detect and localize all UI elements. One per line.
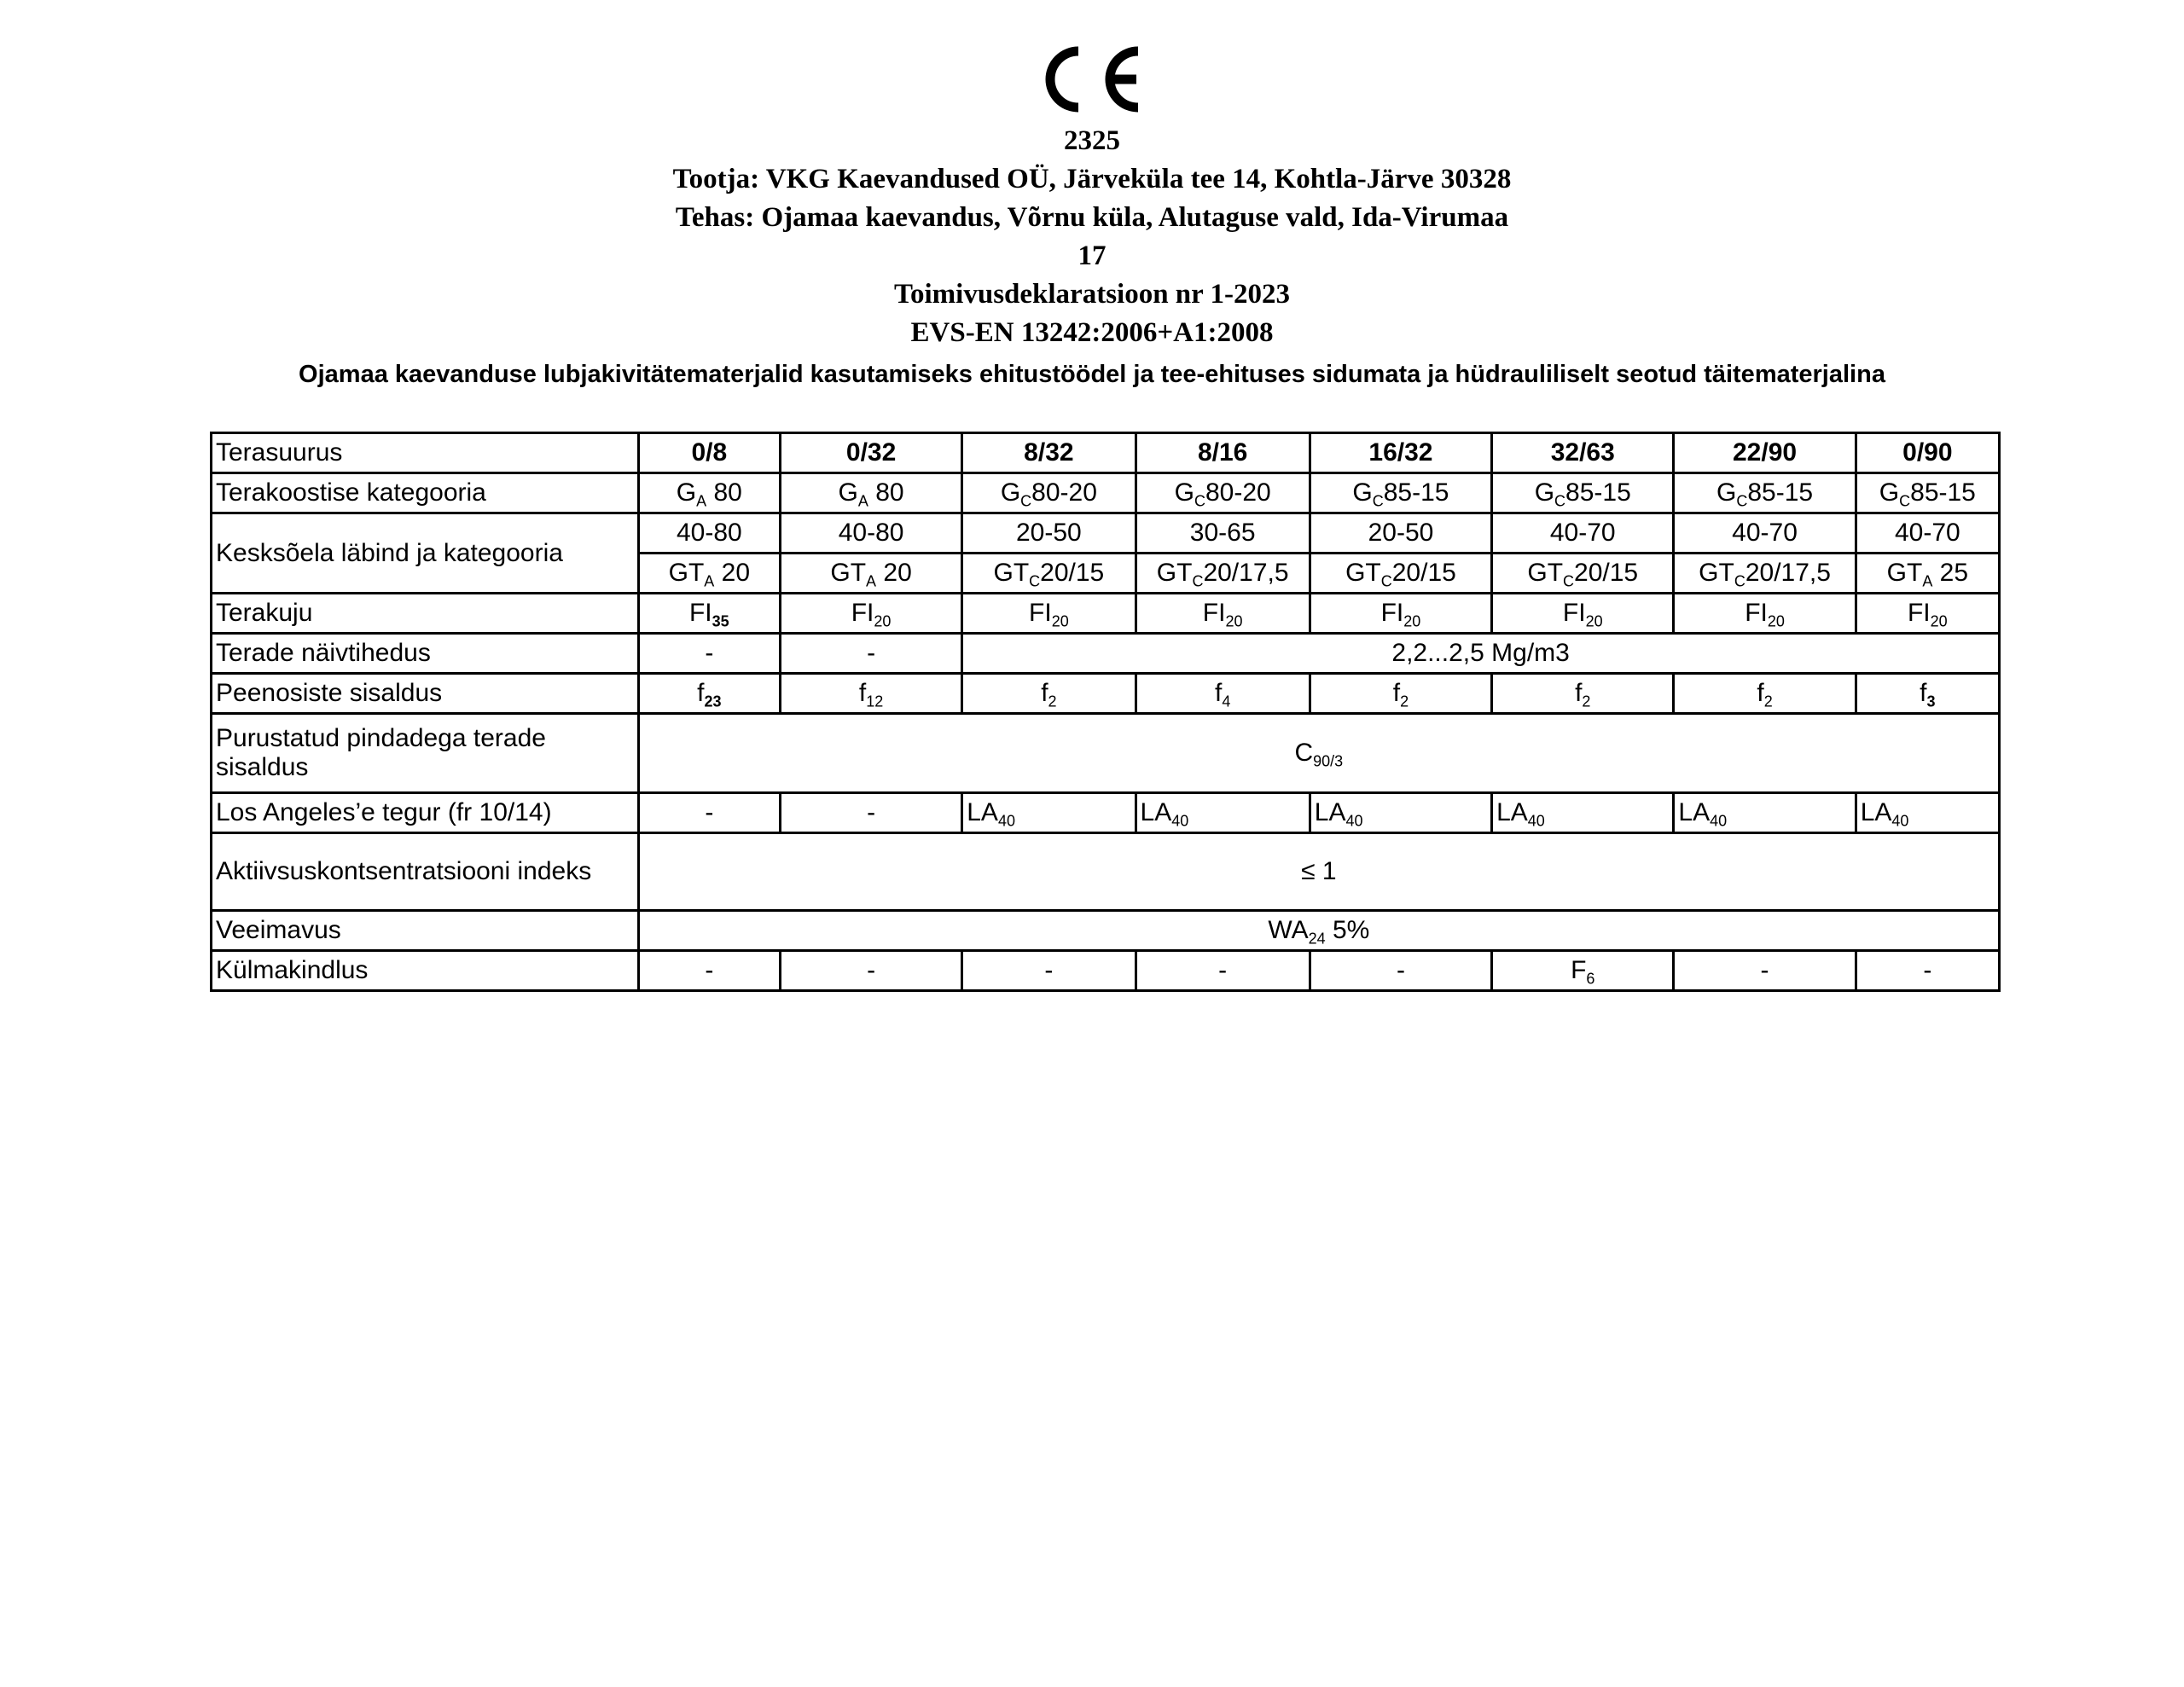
value-subscript: 20	[1930, 612, 1948, 630]
document-title: Ojamaa kaevanduse lubjakivitätematerjalid kasutamiseks ehitustöödel ja tee-ehituses sidumata ja hüdrauliliselt seotud täitematerjalina	[299, 361, 1885, 388]
table-cell	[1136, 594, 1310, 634]
table-cell	[1492, 674, 1674, 714]
value-subscript: 40	[1171, 812, 1189, 830]
value-subscript: A	[857, 492, 868, 510]
value-suffix: 20	[714, 559, 751, 587]
value-base: GT	[1527, 559, 1564, 587]
value-subscript: C	[1734, 572, 1745, 590]
table-cell	[1310, 473, 1491, 513]
table-cell: 0/32	[780, 433, 961, 473]
value-base: FI	[688, 599, 712, 627]
table-cell: -	[962, 951, 1136, 991]
table-row-water	[212, 911, 2000, 951]
table-cell	[1674, 554, 1856, 594]
table-cell: 0/8	[638, 433, 780, 473]
value-base: LA	[1860, 798, 1892, 826]
value-suffix: 85-15	[1910, 478, 1976, 507]
value-subscript: 20	[1225, 612, 1243, 630]
value-base: GT	[1156, 559, 1193, 587]
table-cell: -	[638, 793, 780, 833]
value-suffix: 20/17,5	[1203, 559, 1289, 587]
table-cell	[962, 594, 1136, 634]
value-subscript: A	[1922, 572, 1933, 590]
value-subscript: 23	[704, 693, 722, 710]
row-label: Terakoostise kategooria	[212, 473, 639, 513]
standard-line: EVS-EN 13242:2006+A1:2008	[910, 317, 1274, 348]
value-subscript: 20	[1585, 612, 1603, 630]
value-base: f	[1920, 679, 1927, 707]
table-cell: 8/32	[962, 433, 1136, 473]
table-row-passing-range	[212, 513, 2000, 554]
table-cell	[962, 674, 1136, 714]
value-suffix: 80	[706, 478, 742, 507]
table-cell: 40-70	[1856, 513, 1999, 554]
value-subscript: A	[866, 572, 877, 590]
value-subscript: 2	[1763, 693, 1773, 710]
value-base: G	[1000, 478, 1021, 507]
table-cell: -	[1310, 951, 1491, 991]
value-subscript: 40	[1710, 812, 1728, 830]
table-cell	[1136, 473, 1310, 513]
value-base: LA	[1314, 798, 1346, 826]
row-label-line: sisaldus	[216, 753, 309, 781]
value-subscript: C	[1192, 572, 1204, 590]
value-base: f	[1575, 679, 1583, 707]
value-subscript: 6	[1586, 970, 1595, 988]
row-label: Terasuurus	[212, 433, 639, 473]
value-subscript: 20	[874, 612, 892, 630]
table-cell	[1492, 793, 1674, 833]
value-base: WA	[1268, 916, 1309, 944]
table-cell: 40-80	[780, 513, 961, 554]
value-subscript: 4	[1222, 693, 1231, 710]
value-base: G	[1534, 478, 1555, 507]
table-cell	[1492, 951, 1674, 991]
value-subscript: C	[1372, 492, 1384, 510]
declaration-line: Toimivusdeklaratsioon nr 1-2023	[894, 279, 1290, 310]
value-subscript: 20	[1051, 612, 1069, 630]
manufacturer-line: Tootja: VKG Kaevandused OÜ, Järveküla tee 14, Kohtla-Järve 30328	[672, 164, 1512, 194]
value-subscript: A	[704, 572, 715, 590]
value-suffix: 85-15	[1565, 478, 1631, 507]
value-subscript: C	[1899, 492, 1911, 510]
value-subscript: 40	[1891, 812, 1909, 830]
table-cell	[1492, 554, 1674, 594]
value-subscript: C	[1029, 572, 1041, 590]
value-subscript: 40	[997, 812, 1015, 830]
table-cell	[1856, 594, 1999, 634]
table-cell	[1136, 793, 1310, 833]
table-cell: 22/90	[1674, 433, 1856, 473]
value-subscript: C	[1554, 492, 1566, 510]
value-suffix: 80	[868, 478, 904, 507]
value-subscript: 12	[866, 693, 884, 710]
table-row-activity	[212, 833, 2000, 911]
value-suffix: 85-15	[1383, 478, 1449, 507]
properties-table	[210, 432, 2001, 992]
table-cell-merged: ≤ 1	[638, 833, 1999, 911]
table-cell	[1310, 594, 1491, 634]
ce-mark-logo	[1032, 43, 1147, 116]
table-cell: 40-70	[1492, 513, 1674, 554]
value-base: f	[1392, 679, 1401, 707]
value-subscript: C	[1563, 572, 1575, 590]
table-row-frost	[212, 951, 2000, 991]
table-cell: -	[1674, 951, 1856, 991]
year-line: 17	[1077, 241, 1107, 271]
table-cell: -	[638, 951, 780, 991]
value-base: G	[1716, 478, 1737, 507]
value-subscript: 90/3	[1313, 752, 1344, 770]
table-cell	[638, 594, 780, 634]
value-suffix: 80-20	[1031, 478, 1097, 507]
value-base: F	[1571, 956, 1587, 984]
row-label-line: Purustatud pindadega terade	[216, 724, 546, 752]
plant-line: Tehas: Ojamaa kaevandus, Võrnu küla, Alutaguse vald, Ida-Virumaa	[675, 202, 1509, 233]
row-label: Terakuju	[212, 594, 639, 634]
value-base: G	[838, 478, 858, 507]
value-base: GT	[1699, 559, 1734, 587]
value-suffix: 20/15	[1391, 559, 1456, 587]
table-row-grading	[212, 473, 2000, 513]
value-base: LA	[1140, 798, 1172, 826]
value-base: LA	[967, 798, 998, 826]
table-cell	[638, 674, 780, 714]
value-base: FI	[1562, 599, 1586, 627]
table-cell-merged: 2,2...2,5 Mg/m3	[962, 634, 2000, 674]
table-row-size	[212, 433, 2000, 473]
table-cell	[1310, 554, 1491, 594]
table-cell	[638, 473, 780, 513]
table-cell	[780, 473, 961, 513]
table-cell: 0/90	[1856, 433, 1999, 473]
table-cell: 16/32	[1310, 433, 1491, 473]
value-base: f	[697, 679, 705, 707]
value-subscript: 35	[712, 612, 729, 630]
value-subscript: C	[1736, 492, 1748, 510]
table-cell	[1492, 473, 1674, 513]
table-cell	[1136, 674, 1310, 714]
row-label: Peenosiste sisaldus	[212, 674, 639, 714]
value-subscript: A	[696, 492, 707, 510]
table-cell: 40-80	[638, 513, 780, 554]
row-label: Kesksõela läbind ja kategooria	[212, 513, 639, 594]
table-cell: -	[780, 951, 961, 991]
table-cell: 8/16	[1136, 433, 1310, 473]
table-cell: 32/63	[1492, 433, 1674, 473]
value-subscript: 24	[1308, 930, 1326, 948]
value-subscript: 40	[1527, 812, 1545, 830]
value-base: LA	[1678, 798, 1711, 826]
value-base: GT	[993, 559, 1030, 587]
table-row-crushed	[212, 714, 2000, 793]
table-cell	[1136, 554, 1310, 594]
value-suffix: 85-15	[1747, 478, 1814, 507]
value-base: f	[1757, 679, 1764, 707]
row-label: Külmakindlus	[212, 951, 639, 991]
value-suffix: 25	[1932, 559, 1969, 587]
table-row-los-angeles	[212, 793, 2000, 833]
value-base: FI	[1745, 599, 1768, 627]
table-cell	[1856, 473, 1999, 513]
value-subscript: 2	[1400, 693, 1409, 710]
table-cell	[1856, 793, 1999, 833]
table-cell: -	[1136, 951, 1310, 991]
table-cell	[1674, 594, 1856, 634]
table-row-fines	[212, 674, 2000, 714]
table-cell: -	[780, 793, 961, 833]
value-base: GT	[1886, 559, 1923, 587]
row-label	[212, 714, 639, 793]
value-suffix: 20/17,5	[1745, 559, 1831, 587]
value-base: FI	[851, 599, 874, 627]
value-base: f	[1041, 679, 1048, 707]
table-cell	[780, 554, 961, 594]
table-cell	[638, 554, 780, 594]
table-cell	[1856, 554, 1999, 594]
value-suffix: 20	[876, 559, 912, 587]
row-label: Aktiivsuskontsentratsiooni indeks	[212, 833, 639, 911]
value-subscript: C	[1020, 492, 1032, 510]
value-subscript: C	[1194, 492, 1205, 510]
value-base: LA	[1496, 798, 1528, 826]
row-label: Veeimavus	[212, 911, 639, 951]
value-base: f	[858, 679, 867, 707]
value-suffix: 20/15	[1040, 559, 1105, 587]
table-cell: 30-65	[1136, 513, 1310, 554]
table-row-density	[212, 634, 2000, 674]
table-cell	[962, 473, 1136, 513]
value-subscript: 2	[1582, 693, 1591, 710]
table-cell	[1674, 473, 1856, 513]
table-cell	[1310, 793, 1491, 833]
value-base: G	[1174, 478, 1194, 507]
value-subscript: 2	[1048, 693, 1057, 710]
table-cell-merged	[638, 714, 1999, 793]
value-base: GT	[830, 559, 867, 587]
table-cell	[1674, 793, 1856, 833]
table-cell	[962, 554, 1136, 594]
row-label: Los Angeles’e tegur (fr 10/14)	[212, 793, 639, 833]
value-suffix: 5%	[1325, 916, 1370, 944]
value-base: G	[1879, 478, 1900, 507]
table-cell	[1856, 674, 1999, 714]
table-cell	[1492, 594, 1674, 634]
table-row-shape	[212, 594, 2000, 634]
table-cell	[780, 594, 961, 634]
value-base: GT	[668, 559, 705, 587]
table-cell	[780, 674, 961, 714]
table-cell: 40-70	[1674, 513, 1856, 554]
table-cell	[962, 793, 1136, 833]
value-base: FI	[1202, 599, 1226, 627]
value-base: FI	[1907, 599, 1931, 627]
table-cell: -	[638, 634, 780, 674]
table-cell	[1674, 674, 1856, 714]
value-base: FI	[1380, 599, 1404, 627]
value-subscript: 20	[1767, 612, 1785, 630]
value-base: G	[676, 478, 697, 507]
value-base: GT	[1345, 559, 1381, 587]
table-cell: -	[1856, 951, 1999, 991]
value-subscript: 40	[1345, 812, 1363, 830]
table-cell: 20-50	[962, 513, 1136, 554]
value-base: FI	[1029, 599, 1052, 627]
table-cell-merged	[638, 911, 1999, 951]
value-subscript: 3	[1926, 693, 1936, 710]
value-subscript: C	[1380, 572, 1392, 590]
table-cell	[1310, 674, 1491, 714]
value-suffix: 20/15	[1574, 559, 1639, 587]
value-base: G	[1352, 478, 1373, 507]
table-cell: 20-50	[1310, 513, 1491, 554]
table-cell: -	[780, 634, 961, 674]
value-base: f	[1214, 679, 1223, 707]
value-suffix: 80-20	[1205, 478, 1271, 507]
row-label: Terade näivtihedus	[212, 634, 639, 674]
value-subscript: 20	[1403, 612, 1421, 630]
certificate-number: 2325	[1064, 125, 1120, 156]
value-base: C	[1294, 739, 1314, 767]
